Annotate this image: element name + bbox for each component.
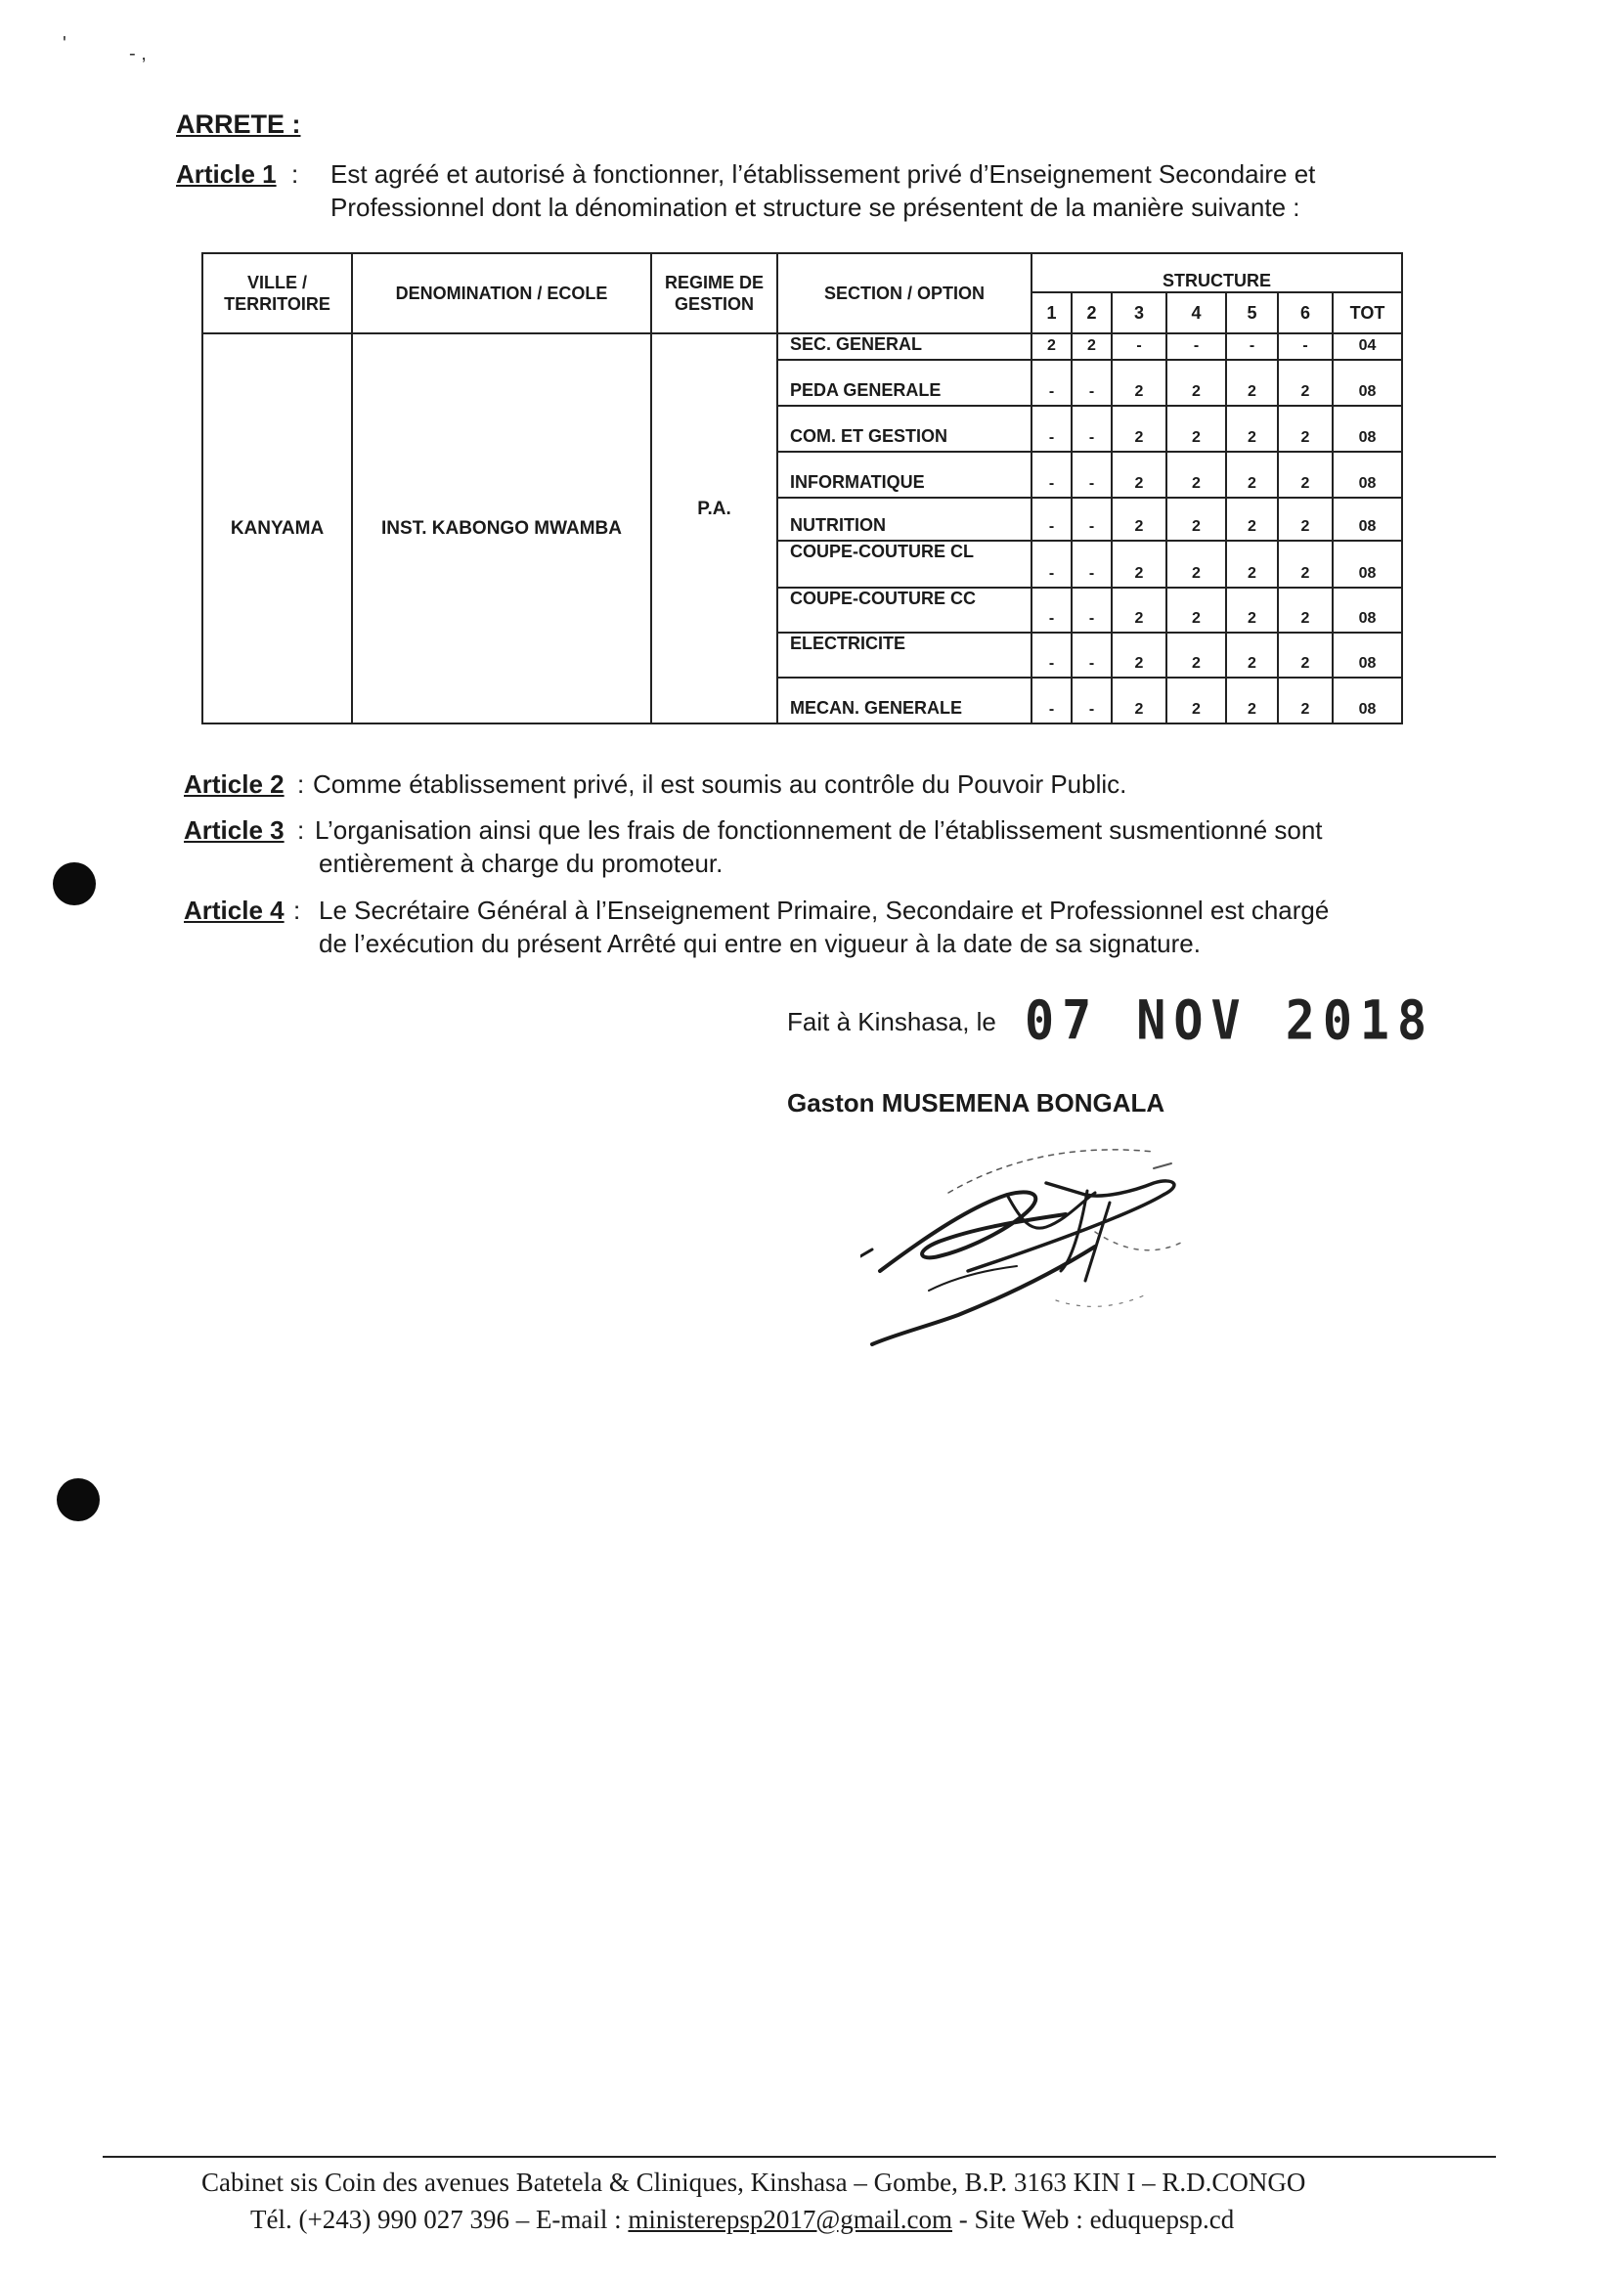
cell-grade: - (1226, 333, 1278, 360)
cell-grade: 2 (1278, 633, 1333, 678)
cell-total: 08 (1333, 406, 1402, 452)
cell-option: COM. ET GESTION (777, 406, 1031, 452)
cell-grade: 2 (1112, 452, 1166, 498)
header-denomination: DENOMINATION / ECOLE (352, 253, 651, 333)
article-4 (184, 894, 1455, 964)
article-label: Article 1 (176, 159, 277, 189)
header-grade-2: 2 (1072, 292, 1112, 333)
article-text-line: L’organisation ainsi que les frais de fonctionnement de l’établissement susmentionné sont (315, 815, 1323, 845)
cell-grade: - (1031, 498, 1072, 541)
article-text-line: de l’exécution du présent Arrêté qui entre en vigueur à la date de sa signature. (319, 929, 1201, 958)
cell-grade: 2 (1166, 678, 1226, 723)
article-sep: : (297, 769, 305, 799)
cell-grade: 2 (1226, 633, 1278, 678)
footer-contact (250, 2205, 1234, 2235)
table-row (202, 333, 1402, 360)
cell-grade: 2 (1278, 588, 1333, 633)
cell-ville: KANYAMA (202, 333, 352, 723)
footer-email-link[interactable]: ministerepsp2017@gmail.com (628, 2205, 952, 2234)
article-sep: : (297, 815, 305, 845)
place-and-date-label: Fait à Kinshasa, le (787, 1007, 996, 1036)
header-ville: VILLE / TERRITOIRE (202, 253, 352, 333)
cell-grade: 2 (1072, 333, 1112, 360)
cell-grade: 2 (1278, 498, 1333, 541)
cell-grade: 2 (1226, 498, 1278, 541)
cell-total: 08 (1333, 541, 1402, 588)
header-structure: STRUCTURE (1031, 253, 1402, 292)
cell-grade: - (1112, 333, 1166, 360)
cell-grade: 2 (1112, 498, 1166, 541)
cell-grade: 2 (1226, 678, 1278, 723)
cell-grade: 2 (1031, 333, 1072, 360)
cell-grade: 2 (1112, 678, 1166, 723)
cell-grade: - (1072, 406, 1112, 452)
cell-grade: - (1278, 333, 1333, 360)
cell-grade: - (1072, 452, 1112, 498)
cell-grade: 2 (1166, 588, 1226, 633)
footer-divider (103, 2156, 1496, 2158)
signature (860, 1134, 1232, 1359)
cell-grade: 2 (1226, 360, 1278, 406)
cell-ecole: INST. KABONGO MWAMBA (352, 333, 651, 723)
header-grade-4: 4 (1166, 292, 1226, 333)
structure-table (201, 252, 1403, 724)
article-text-line: Professionnel dont la dénomination et structure se présentent de la manière suivante : (330, 193, 1300, 222)
cell-grade: 2 (1166, 498, 1226, 541)
cell-grade: 2 (1166, 360, 1226, 406)
cell-grade: 2 (1112, 633, 1166, 678)
cell-grade: - (1031, 406, 1072, 452)
header-section: SECTION / OPTION (777, 253, 1031, 333)
article-3 (184, 813, 1455, 884)
footer-website: - Site Web : eduquepsp.cd (958, 2205, 1235, 2234)
cell-grade: 2 (1166, 452, 1226, 498)
header-grade-3: 3 (1112, 292, 1166, 333)
cell-regime: P.A. (651, 333, 777, 723)
header-total: TOT (1333, 292, 1402, 333)
cell-grade: 2 (1226, 588, 1278, 633)
cell-grade: 2 (1278, 360, 1333, 406)
punch-hole (57, 1478, 100, 1521)
cell-grade: 2 (1112, 406, 1166, 452)
cell-grade: 2 (1278, 452, 1333, 498)
scan-speck: ' (63, 33, 66, 55)
footer-phone: Tél. (+243) 990 027 396 – E-mail : (250, 2205, 622, 2234)
cell-grade: 2 (1278, 678, 1333, 723)
header-grade-6: 6 (1278, 292, 1333, 333)
cell-total: 08 (1333, 633, 1402, 678)
cell-grade: 2 (1112, 588, 1166, 633)
punch-hole (53, 862, 96, 905)
cell-grade: - (1072, 633, 1112, 678)
cell-total: 04 (1333, 333, 1402, 360)
article-text-line: Comme établissement privé, il est soumis au contrôle du Pouvoir Public. (313, 769, 1127, 799)
header-grade-5: 5 (1226, 292, 1278, 333)
article-label: Article 3 (184, 815, 285, 845)
cell-grade: - (1031, 678, 1072, 723)
cell-total: 08 (1333, 678, 1402, 723)
cell-option: COUPE-COUTURE CC (777, 588, 1031, 633)
cell-option: COUPE-COUTURE CL (777, 541, 1031, 588)
cell-grade: - (1072, 360, 1112, 406)
cell-grade: 2 (1166, 541, 1226, 588)
cell-option: ELECTRICITE (777, 633, 1031, 678)
cell-option: SEC. GENERAL (777, 333, 1031, 360)
cell-total: 08 (1333, 498, 1402, 541)
cell-grade: 2 (1278, 406, 1333, 452)
cell-grade: - (1166, 333, 1226, 360)
cell-grade: - (1031, 360, 1072, 406)
article-sep: : (293, 896, 301, 925)
cell-grade: 2 (1226, 406, 1278, 452)
cell-option: INFORMATIQUE (777, 452, 1031, 498)
signatory-name: Gaston MUSEMENA BONGALA (787, 1088, 1165, 1118)
cell-option: NUTRITION (777, 498, 1031, 541)
article-sep: : (291, 159, 299, 189)
cell-grade: - (1031, 541, 1072, 588)
header-regime: REGIME DE GESTION (651, 253, 777, 333)
cell-grade: 2 (1112, 360, 1166, 406)
article-text-line: Est agréé et autorisé à fonctionner, l’établissement privé d’Enseignement Secondaire et (330, 159, 1316, 189)
page-heading: ARRETE : (176, 110, 301, 139)
article-label: Article 2 (184, 769, 285, 799)
article-text-line: Le Secrétaire Général à l’Enseignement Primaire, Secondaire et Professionnel est chargé (319, 896, 1330, 925)
cell-total: 08 (1333, 588, 1402, 633)
cell-grade: 2 (1278, 541, 1333, 588)
cell-grade: 2 (1166, 406, 1226, 452)
cell-option: PEDA GENERALE (777, 360, 1031, 406)
cell-grade: - (1031, 633, 1072, 678)
cell-total: 08 (1333, 452, 1402, 498)
article-label: Article 4 (184, 896, 285, 925)
cell-grade: 2 (1166, 633, 1226, 678)
cell-grade: - (1072, 541, 1112, 588)
footer-address: Cabinet sis Coin des avenues Batetela & Cliniques, Kinshasa – Gombe, B.P. 3163 KIN I – R.D.CONGO (201, 2168, 1306, 2197)
cell-option: MECAN. GENERALE (777, 678, 1031, 723)
header-grade-1: 1 (1031, 292, 1072, 333)
cell-grade: 2 (1112, 541, 1166, 588)
cell-grade: - (1031, 452, 1072, 498)
cell-grade: 2 (1226, 452, 1278, 498)
scan-speck: - , (129, 43, 147, 65)
cell-grade: - (1031, 588, 1072, 633)
cell-grade: - (1072, 678, 1112, 723)
cell-grade: - (1072, 498, 1112, 541)
cell-grade: 2 (1226, 541, 1278, 588)
cell-total: 08 (1333, 360, 1402, 406)
article-2 (184, 767, 1455, 803)
cell-grade: - (1072, 588, 1112, 633)
article-text-line: entièrement à charge du promoteur. (319, 849, 724, 878)
date-stamp: 07 NOV 2018 (1025, 989, 1435, 1052)
article-1 (176, 157, 1447, 228)
